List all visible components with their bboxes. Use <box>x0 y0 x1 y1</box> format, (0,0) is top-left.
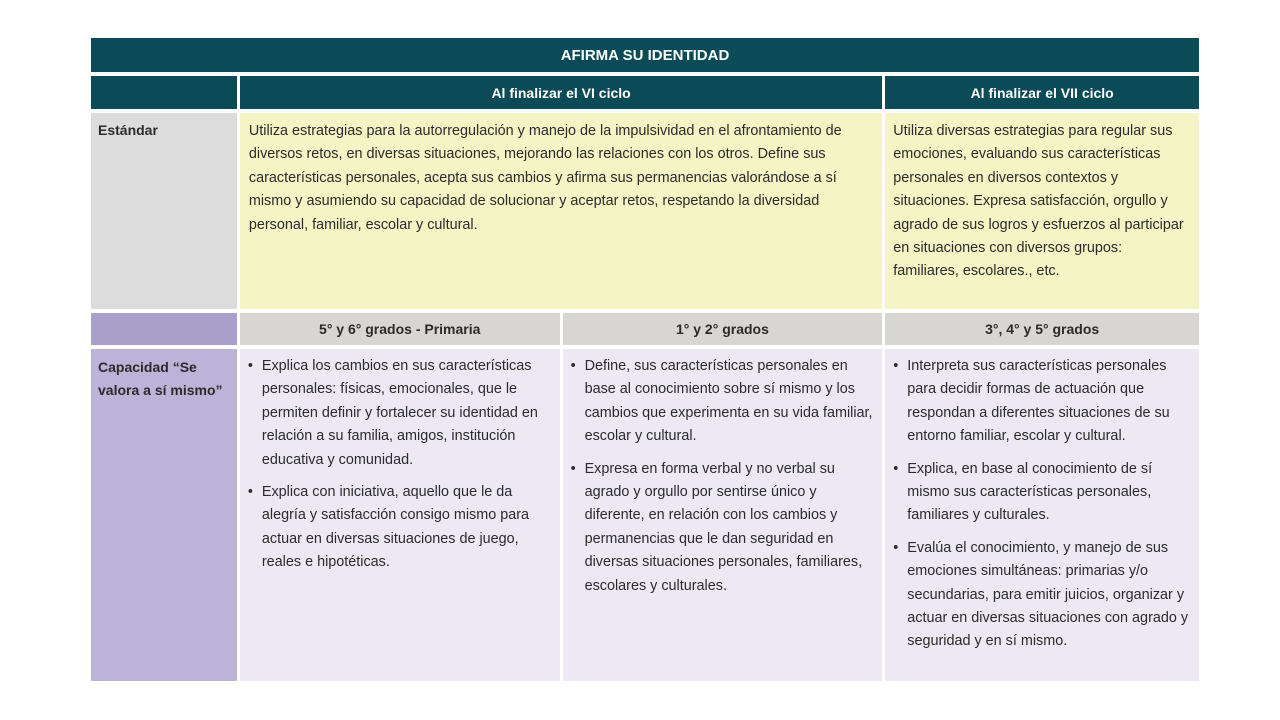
grade-5-6: 5° y 6° grados - Primaria <box>240 313 560 345</box>
grades-blank <box>91 313 237 345</box>
standard-vii-text: Utiliza diversas estrategias para regular sus emociones, evaluando sus características personales en diversos contextos y situaciones. Expresa satisfacción, orgullo y agrado de sus logros y esfuerzos al participar en situaciones con diversos grupos: familiares, escolares., etc. <box>885 113 1199 309</box>
list-item: • Interpreta sus características personales para decidir formas de actuación que respondan a diferentes situaciones de su entorno familiar, escolar y cultural. <box>892 355 1191 449</box>
standard-row <box>91 113 1199 309</box>
list-item: • Explica los cambios en sus características personales: físicas, emocionales, que le permiten definir y fortalecer su identidad en relación a su familia, amigos, institución educativa y comunidad. <box>247 355 552 472</box>
list-item: • Define, sus características personales en base al conocimiento sobre sí mismo y los cambios que experimenta en su vida familiar, escolar y cultural. <box>570 355 875 449</box>
grades-row <box>91 313 1199 345</box>
standard-label: Estándar <box>91 113 237 309</box>
capacity-col-1 <box>240 349 560 681</box>
standard-vi-text: Utiliza estrategias para la autorregulación y manejo de la impulsividad en el afrontamiento de diversos retos, en diversas situaciones, mejorando las relaciones con los otros. Define sus características personales, acepta sus cambios y afirma sus permanencias valorándose a sí mismo y asumiendo su capacidad de solucionar y aceptar retos, respetando la diversidad personal, familiar, escolar y cultural. <box>240 113 882 309</box>
list-item: • Explica con iniciativa, aquello que le da alegría y satisfacción consigo mismo para actuar en diversas situaciones de juego, reales e hipotéticas. <box>247 481 552 575</box>
capacity-col-2 <box>563 349 883 681</box>
header-cycle-vi: Al finalizar el VI ciclo <box>240 76 882 109</box>
grade-1-2: 1° y 2° grados <box>563 313 883 345</box>
list-item: • Expresa en forma verbal y no verbal su agrado y orgullo por sentirse único y diferente, en relación con los cambios y permanencias que le dan seguridad en diversas situaciones personales, familiares, escolares y culturales. <box>570 458 875 598</box>
capacity-row <box>91 349 1199 681</box>
table-title: AFIRMA SU IDENTIDAD <box>91 38 1199 72</box>
header-cycle-vii: Al finalizar el VII ciclo <box>885 76 1199 109</box>
cycle-header-row <box>91 76 1199 109</box>
capacity-col-3 <box>885 349 1199 681</box>
competency-table <box>91 38 1199 681</box>
grade-3-5: 3°, 4° y 5° grados <box>885 313 1199 345</box>
capacity-label: Capacidad “Se valora a sí mismo” <box>91 349 237 681</box>
list-item: • Evalúa el conocimiento, y manejo de sus emociones simultáneas: primarias y/o secundarias, para emitir juicios, organizar y actuar en diversas situaciones con agrado y seguridad y en sí mismo. <box>892 537 1191 654</box>
header-blank <box>91 76 237 109</box>
list-item: • Explica, en base al conocimiento de sí mismo sus características personales, familiares y culturales. <box>892 458 1191 528</box>
